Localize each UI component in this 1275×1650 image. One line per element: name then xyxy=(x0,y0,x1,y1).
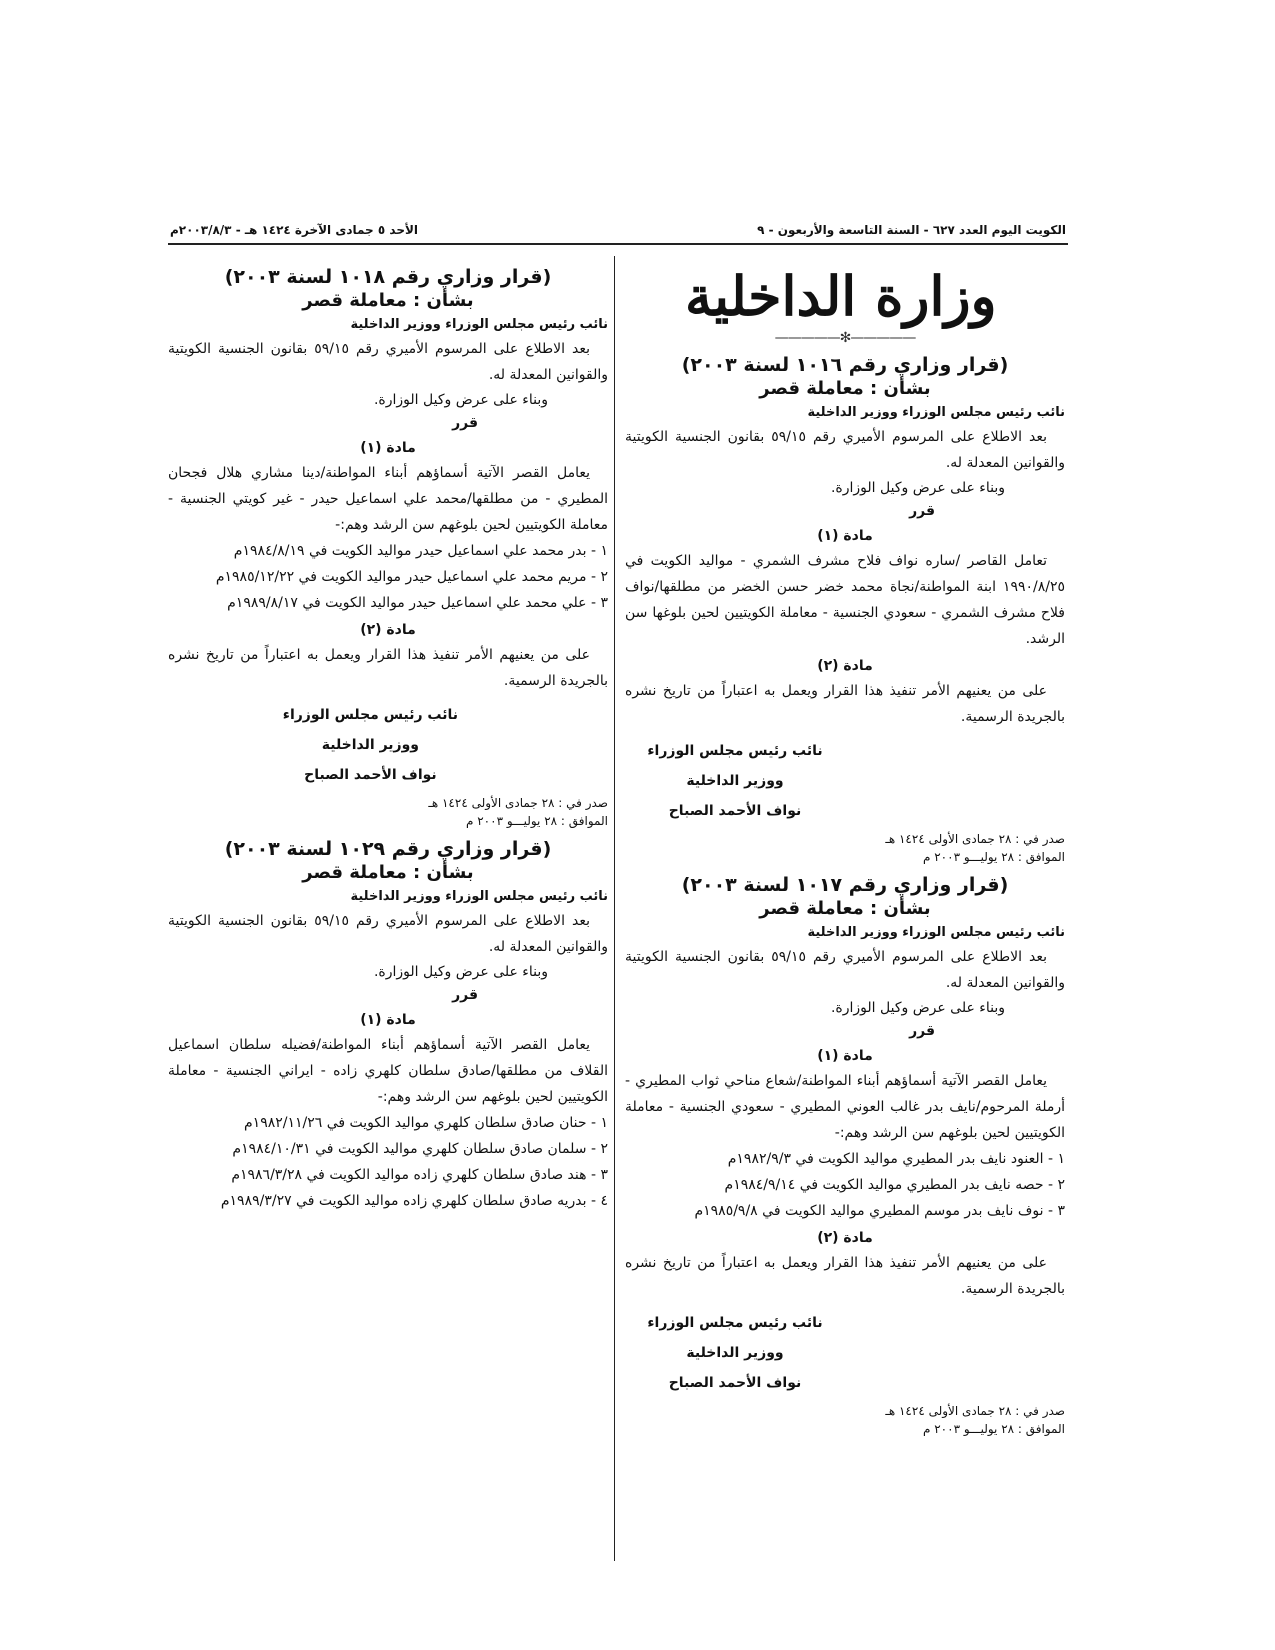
decree-title: (قرار وزاري رقم ١٠١٨ لسنة ٢٠٠٣) xyxy=(224,266,552,288)
list-item: ٣ - هند صادق سلطان كلهري زاده مواليد الكويت في ١٩٨٦/٣/٢٨م xyxy=(231,1167,608,1183)
decree-subject: بشأن : معاملة قصر xyxy=(759,898,931,919)
decree-resolved: قرر xyxy=(909,503,935,519)
header-date: الأحد ٥ جمادى الآخرة ١٤٢٤ هـ - ٢٠٠٣/٨/٣م xyxy=(170,223,419,237)
decree-title: (قرار وزاري رقم ١٠١٧ لسنة ٢٠٠٣) xyxy=(681,874,1009,896)
decree-subject: بشأن : معاملة قصر xyxy=(759,378,931,399)
list-item: ٢ - مريم محمد علي اسماعيل حيدر مواليد الكويت في ١٩٨٥/١٢/٢٢م xyxy=(215,569,608,585)
decree-basis-2: وبناء على عرض وكيل الوزارة. xyxy=(830,1000,1005,1016)
signature-block xyxy=(168,700,608,790)
decree-subject: بشأن : معاملة قصر xyxy=(302,862,474,883)
decree-issuer: نائب رئيس مجلس الوزراء ووزير الداخلية xyxy=(807,405,1065,420)
decree-basis: بعد الاطلاع على المرسوم الأميري رقم ٥٩/١٥ بقانون الجنسية الكويتية والقوانين المعدلة له. xyxy=(625,949,1065,991)
list-item: ٣ - نوف نايف بدر موسم المطيري مواليد الكويت في ١٩٨٥/٩/٨م xyxy=(694,1203,1065,1219)
issued-date: صدر في : ٢٨ جمادى الأولى ١٤٢٤ هـ xyxy=(428,796,608,810)
right-column xyxy=(625,262,1065,1446)
signature-title: نائب رئيس مجلس الوزراء xyxy=(282,707,458,723)
signature-name: نواف الأحمد الصباح xyxy=(668,1375,802,1391)
issue-dates xyxy=(625,830,1065,866)
list-item: ٣ - علي محمد علي اسماعيل حيدر مواليد الكويت في ١٩٨٩/٨/١٧م xyxy=(227,595,608,611)
corresponding-date: الموافق : ٢٨ يوليـــو ٢٠٠٣ م xyxy=(465,814,608,828)
corresponding-date: الموافق : ٢٨ يوليـــو ٢٠٠٣ م xyxy=(922,850,1065,864)
ministry-title: وزارة الداخلية xyxy=(685,264,997,328)
decree-1016 xyxy=(625,354,1065,866)
issue-dates xyxy=(168,794,608,830)
corresponding-date: الموافق : ٢٨ يوليـــو ٢٠٠٣ م xyxy=(922,1422,1065,1436)
decree-basis-2: وبناء على عرض وكيل الوزارة. xyxy=(373,964,548,980)
ornament-divider: —————✻————— xyxy=(774,330,916,346)
left-column xyxy=(168,262,608,1222)
article-text: على من يعنيهم الأمر تنفيذ هذا القرار ويعمل به اعتباراً من تاريخ نشره بالجريدة الرسمية. xyxy=(168,647,608,689)
article-heading: مادة (٢) xyxy=(360,622,416,638)
decree-1017 xyxy=(625,874,1065,1438)
article-heading: مادة (٢) xyxy=(817,658,873,674)
signature-name: نواف الأحمد الصباح xyxy=(668,803,802,819)
article-text: تعامل القاصر /ساره نواف فلاح مشرف الشمري - مواليد الكويت في ١٩٩٠/٨/٢٥ ابنة المواطنة/نجاة محمد خضر حسن الخضر من مطلقها/نواف فلاح مشرف الشمري - سعودي الجنسية - معاملة الكويتيين لحين بلوغها سن الرشد. xyxy=(625,553,1065,647)
signature-title: ووزير الداخلية xyxy=(321,737,420,753)
issued-date: صدر في : ٢٨ جمادى الأولى ١٤٢٤ هـ xyxy=(885,832,1065,846)
decree-1018 xyxy=(168,266,608,830)
decree-issuer: نائب رئيس مجلس الوزراء ووزير الداخلية xyxy=(350,317,608,332)
decree-subject: بشأن : معاملة قصر xyxy=(302,290,474,311)
signature-title: ووزير الداخلية xyxy=(686,1345,784,1361)
article-text: على من يعنيهم الأمر تنفيذ هذا القرار ويعمل به اعتباراً من تاريخ نشره بالجريدة الرسمية. xyxy=(625,683,1065,725)
list-item: ١ - العنود نايف بدر المطيري مواليد الكويت في ١٩٨٢/٩/٣م xyxy=(727,1151,1065,1167)
decree-resolved: قرر xyxy=(452,987,478,1003)
issue-dates xyxy=(625,1402,1065,1438)
signature-title: نائب رئيس مجلس الوزراء xyxy=(647,1315,823,1331)
decree-basis: بعد الاطلاع على المرسوم الأميري رقم ٥٩/١٥ بقانون الجنسية الكويتية والقوانين المعدلة له. xyxy=(168,913,608,955)
article-text: على من يعنيهم الأمر تنفيذ هذا القرار ويعمل به اعتباراً من تاريخ نشره بالجريدة الرسمية. xyxy=(625,1255,1065,1297)
article-text: يعامل القصر الآتية أسماؤهم أبناء المواطنة/دينا مشاري هلال فجحان المطيري - من مطلقها/محمد علي اسماعيل حيدر - غير كويتي الجنسية - معاملة الكويتيين لحين بلوغهم سن الرشد وهم:- xyxy=(168,465,608,533)
decree-basis: بعد الاطلاع على المرسوم الأميري رقم ٥٩/١٥ بقانون الجنسية الكويتية والقوانين المعدلة له. xyxy=(625,429,1065,471)
header-rule xyxy=(168,243,1068,245)
article-text: يعامل القصر الآتية أسماؤهم أبناء المواطنة/فضيله سلطان اسماعيل القلاف من مطلقها/صادق سلطان كلهري زاده - ايراني الجنسية - معاملة الكويتيين لحين بلوغهم سن الرشد وهم:- xyxy=(168,1037,608,1105)
signature-title: نائب رئيس مجلس الوزراء xyxy=(647,743,823,759)
header-issue-info: الكويت اليوم العدد ٦٢٧ - السنة التاسعة والأربعون - ٩ xyxy=(757,223,1066,237)
decree-issuer: نائب رئيس مجلس الوزراء ووزير الداخلية xyxy=(807,925,1065,940)
list-item: ١ - حنان صادق سلطان كلهري مواليد الكويت في ١٩٨٢/١١/٢٦م xyxy=(244,1115,608,1131)
decree-1029 xyxy=(168,838,608,1214)
signature-block xyxy=(625,736,1065,826)
column-divider xyxy=(614,256,615,1561)
signature-block xyxy=(625,1308,1065,1398)
signature xyxy=(625,1308,845,1398)
article-heading: مادة (١) xyxy=(817,1048,873,1064)
issued-date: صدر في : ٢٨ جمادى الأولى ١٤٢٤ هـ xyxy=(885,1404,1065,1418)
decree-title: (قرار وزاري رقم ١٠١٦ لسنة ٢٠٠٣) xyxy=(681,354,1009,376)
signature xyxy=(625,736,845,826)
signature-name: نواف الأحمد الصباح xyxy=(304,767,437,783)
decree-title: (قرار وزاري رقم ١٠٢٩ لسنة ٢٠٠٣) xyxy=(224,838,552,860)
decree-resolved: قرر xyxy=(452,415,478,431)
article-heading: مادة (١) xyxy=(360,440,416,456)
decree-resolved: قرر xyxy=(909,1023,935,1039)
decree-basis-2: وبناء على عرض وكيل الوزارة. xyxy=(373,392,548,408)
list-item: ١ - بدر محمد علي اسماعيل حيدر مواليد الكويت في ١٩٨٤/٨/١٩م xyxy=(233,543,608,559)
article-heading: مادة (٢) xyxy=(817,1230,873,1246)
list-item: ٢ - سلمان صادق سلطان كلهري مواليد الكويت في ١٩٨٤/١٠/٣١م xyxy=(232,1141,608,1157)
decree-issuer: نائب رئيس مجلس الوزراء ووزير الداخلية xyxy=(350,889,608,904)
decree-basis: بعد الاطلاع على المرسوم الأميري رقم ٥٩/١٥ بقانون الجنسية الكويتية والقوانين المعدلة له. xyxy=(168,341,608,383)
list-item: ٢ - حصه نايف بدر المطيري مواليد الكويت في ١٩٨٤/٩/١٤م xyxy=(724,1177,1065,1193)
article-heading: مادة (١) xyxy=(360,1012,416,1028)
article-heading: مادة (١) xyxy=(817,528,873,544)
list-item: ٤ - بدريه صادق سلطان كلهري زاده مواليد الكويت في ١٩٨٩/٣/٢٧م xyxy=(220,1193,608,1209)
signature-title: ووزير الداخلية xyxy=(686,773,784,789)
article-text: يعامل القصر الآتية أسماؤهم أبناء المواطنة/شعاع مناحي ثواب المطيري - أرملة المرحوم/نايف بدر غالب العوني المطيري - سعودي الجنسية - معاملة الكويتيين لحين بلوغهم سن الرشد وهم:- xyxy=(625,1073,1065,1141)
signature xyxy=(283,700,458,790)
decree-basis-2: وبناء على عرض وكيل الوزارة. xyxy=(830,480,1005,496)
